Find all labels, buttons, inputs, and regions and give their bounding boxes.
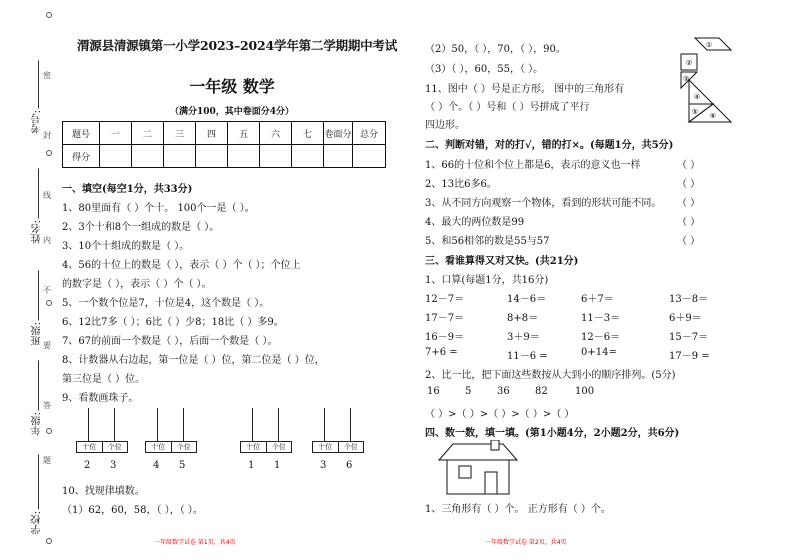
house-door bbox=[485, 472, 497, 494]
score-cell: 题号 bbox=[63, 122, 100, 145]
binding-hole bbox=[46, 12, 52, 18]
shape-number: ⑤ bbox=[691, 108, 699, 116]
abacus-ones-label: 个位 bbox=[338, 442, 364, 452]
abacus-tens-label: 十位 bbox=[151, 443, 166, 451]
score-cell: 六 bbox=[260, 122, 292, 145]
calc-item: 6＋7＝ bbox=[581, 294, 614, 305]
abacus-ones-label: 个位 bbox=[102, 442, 128, 452]
exam-subtitle: 一年级 数学 bbox=[189, 77, 275, 96]
score-entry[interactable] bbox=[164, 145, 196, 168]
seal-char: 线 bbox=[43, 191, 51, 200]
seal-char: 密 bbox=[43, 71, 51, 80]
abacus bbox=[145, 408, 197, 471]
abacus-base bbox=[312, 441, 364, 453]
calc-item: 15－7＝ bbox=[669, 332, 709, 343]
calc-item: 16－9＝ bbox=[425, 332, 465, 343]
triangle-shape bbox=[689, 80, 713, 104]
abacus-base bbox=[76, 441, 128, 453]
calc-item: 3＋9＝ bbox=[507, 332, 540, 343]
question-9: 9、看数画珠子。 bbox=[62, 393, 139, 404]
question-8b: 第三位是（ ）位。 bbox=[62, 374, 146, 385]
sort-answer-blanks[interactable]: （ ）>（ ）>（ ）>（ ）>（ ） bbox=[425, 409, 575, 420]
score-cell: 七 bbox=[292, 122, 324, 145]
question-8a: 8、计数器从右边起，第一位是（ ）位，第二位是（ ）位， bbox=[62, 355, 325, 366]
abacus-rod bbox=[114, 408, 115, 442]
calc-item: 0+14= bbox=[581, 347, 617, 358]
calc-item: 11－3＝ bbox=[581, 313, 621, 324]
seal-char: 题 bbox=[43, 456, 51, 465]
shape-number: ① bbox=[705, 41, 713, 49]
score-table-header-row bbox=[63, 122, 386, 145]
judge-5: 5、和56相邻的数是55与57 bbox=[425, 236, 550, 247]
judge-1: 1、66的十位和个位上都是6，表示的意义也一样 bbox=[425, 160, 641, 171]
shape-number: ⑥ bbox=[709, 112, 717, 120]
house-window bbox=[459, 466, 471, 478]
abacus-number: 5 bbox=[179, 460, 186, 471]
section-3-heading: 三、看谁算得又对又快。(共21分) bbox=[425, 256, 579, 267]
calc-item: 7+6 = bbox=[425, 347, 458, 358]
calc-item: 12－6＝ bbox=[581, 332, 621, 343]
score-entry[interactable] bbox=[324, 145, 353, 168]
score-cell: 二 bbox=[132, 122, 164, 145]
binding-hole bbox=[46, 428, 52, 434]
score-entry[interactable] bbox=[353, 145, 386, 168]
abacus-tens-label: 十位 bbox=[318, 443, 333, 451]
question-7: 7、67的前面一个数是（ ），后面一个数是（ ）。 bbox=[62, 336, 278, 347]
abacus-ones-label: 个位 bbox=[171, 442, 197, 452]
tangram-figure bbox=[673, 36, 749, 124]
score-cell: 一 bbox=[100, 122, 132, 145]
name-label: 姓名: bbox=[30, 168, 45, 243]
abacus-rod bbox=[278, 408, 279, 442]
house-roof bbox=[439, 444, 517, 460]
parallelogram-shape bbox=[695, 38, 731, 50]
exam-no-label: 考号: bbox=[30, 60, 45, 133]
question-4b: 的数字是（ ），表示（ ）个（ ）。 bbox=[62, 279, 212, 290]
house-chimney bbox=[491, 440, 499, 450]
calc-item: 8+8＝ bbox=[507, 313, 539, 324]
abacus-number: 3 bbox=[320, 460, 327, 471]
binding-hole bbox=[46, 150, 52, 156]
school-label: 学校: bbox=[30, 454, 45, 534]
question-2: 2、3个十和8个一组成的数是（ ）。 bbox=[62, 222, 220, 233]
abacus-rod bbox=[324, 408, 325, 442]
score-entry[interactable] bbox=[196, 145, 228, 168]
judge-answer-paren[interactable]: （ ） bbox=[677, 179, 701, 190]
abacus-number: 1 bbox=[274, 460, 281, 471]
abacus bbox=[76, 408, 128, 471]
score-entry[interactable] bbox=[100, 145, 132, 168]
abacus-rod bbox=[350, 408, 351, 442]
abacus-base bbox=[145, 441, 197, 453]
seal-char: 内 bbox=[43, 236, 51, 245]
score-entry[interactable] bbox=[260, 145, 292, 168]
right-column bbox=[425, 0, 785, 560]
score-entry[interactable] bbox=[292, 145, 324, 168]
abacus-number: 4 bbox=[153, 460, 160, 471]
judge-4: 4、最大的两位数是99 bbox=[425, 217, 525, 228]
seal-char: 不 bbox=[43, 286, 51, 295]
question-10-2: （2）50，（ ），70，（ ），90。 bbox=[425, 44, 566, 55]
calc-item: 14－6＝ bbox=[507, 294, 547, 305]
calc-item: 13－8＝ bbox=[669, 294, 709, 305]
section-3-part-2: 2、比一比，把下面这些数按从大到小的顺序排列。(5分) bbox=[425, 370, 676, 381]
abacus-rod bbox=[252, 408, 253, 442]
section-3-part-1: 1、口算(每题1分，共16分) bbox=[425, 275, 549, 286]
judge-answer-paren[interactable]: （ ） bbox=[677, 198, 701, 209]
question-5: 5、一个数个位是7，十位是4，这个数是（ ）。 bbox=[62, 298, 270, 309]
abacus-rod bbox=[183, 408, 184, 442]
score-note: （满分100，其中卷面分4分） bbox=[169, 107, 295, 117]
seal-char: 要 bbox=[43, 341, 51, 350]
seal-line bbox=[44, 0, 52, 560]
exam-title: 渭源县清源镇第一小学2023–2024学年第二学期期中考试 bbox=[76, 38, 398, 53]
abacus-ones-label: 个位 bbox=[266, 442, 292, 452]
class-label: 班级: bbox=[30, 270, 45, 345]
judge-3: 3、从不同方向观察一个物体，看到的形状可能不同。 bbox=[425, 198, 662, 209]
score-cell: 五 bbox=[228, 122, 260, 145]
calc-item: 17－7＝ bbox=[425, 313, 465, 324]
house-wall bbox=[447, 460, 509, 494]
judge-2: 2、13比6多6。 bbox=[425, 179, 497, 190]
calc-item: 6＋9＝ bbox=[669, 313, 702, 324]
abacus-number: 3 bbox=[110, 460, 117, 471]
section-1-heading: 一、填空(每空1分，共33分) bbox=[62, 184, 193, 195]
score-entry[interactable] bbox=[228, 145, 260, 168]
footer-left: 一年级数学试卷 第1页，共4页 bbox=[154, 539, 236, 546]
sort-number: 100 bbox=[575, 386, 595, 397]
abacus-base bbox=[240, 441, 292, 453]
seal-char: 封 bbox=[43, 131, 51, 140]
section-2-heading: 二、判断对错，对的打√，错的打×。(每题1分，共5分) bbox=[425, 140, 674, 151]
question-10-1: （1）62，60，58，（ ），（ ）。 bbox=[62, 505, 203, 516]
score-cell: 总分 bbox=[353, 122, 386, 145]
question-11b: （ ）个。（ ）号和（ ）号拼成了平行 bbox=[425, 102, 590, 113]
score-cell: 卷面分 bbox=[324, 122, 353, 145]
abacus-number: 2 bbox=[84, 460, 91, 471]
calc-item: 17－9 = bbox=[669, 351, 710, 362]
abacus-tens-label: 十位 bbox=[82, 443, 97, 451]
binding-hole bbox=[46, 300, 52, 306]
left-column bbox=[62, 0, 402, 560]
sort-number: 82 bbox=[535, 386, 548, 397]
score-table-score-row bbox=[63, 145, 386, 168]
shape-number: ③ bbox=[682, 75, 690, 83]
question-6: 6、12比7多（ ）；6比（ ）少8；18比（ ）多9。 bbox=[62, 317, 284, 328]
abacus bbox=[240, 408, 292, 471]
question-3: 3、10个十组成的数是（ ）。 bbox=[62, 241, 190, 252]
score-cell: 四 bbox=[196, 122, 228, 145]
judge-answer-paren[interactable]: （ ） bbox=[677, 217, 701, 228]
abacus-number: 6 bbox=[346, 460, 353, 471]
question-11a: 11、图中（ ）号是正方形。 图中的三角形有 bbox=[425, 84, 625, 95]
score-row-label: 得分 bbox=[63, 145, 100, 168]
question-11c: 四边形。 bbox=[425, 120, 465, 131]
abacus-rod bbox=[88, 408, 89, 442]
score-cell: 三 bbox=[164, 122, 196, 145]
score-table bbox=[62, 121, 386, 168]
abacus-number: 1 bbox=[248, 460, 255, 471]
sort-number: 5 bbox=[465, 386, 472, 397]
shape-number: ② bbox=[685, 59, 693, 67]
calc-item: 12－7＝ bbox=[425, 294, 465, 305]
question-10-3: （3）（ ），60，55，（ ）。 bbox=[425, 64, 544, 75]
judge-answer-paren[interactable]: （ ） bbox=[677, 160, 701, 171]
abacus-tens-label: 十位 bbox=[246, 443, 261, 451]
grade-label: 年级: bbox=[30, 360, 45, 435]
section-4-heading: 四、数一数，填一填。(第1小题4分，2小题2分，共6分) bbox=[425, 428, 680, 439]
abacus bbox=[312, 408, 364, 471]
binding-hole bbox=[46, 538, 52, 544]
question-1: 1、80里面有（ ）个十。 100个一是（ ）。 bbox=[62, 203, 255, 214]
footer-right: 一年级数学试卷 第2页，共4页 bbox=[485, 539, 567, 546]
calc-item: 11－6 = bbox=[507, 351, 548, 362]
judge-answer-paren[interactable]: （ ） bbox=[677, 236, 701, 247]
house-figure bbox=[437, 440, 537, 498]
sort-number: 36 bbox=[497, 386, 510, 397]
question-4a: 4、56的十位上的数是（ ），表示（ ）个（ ）；个位上 bbox=[62, 260, 301, 271]
count-question-1: 1、三角形有（ ）个。 正方形有（ ）个。 bbox=[425, 504, 611, 515]
abacus-rod bbox=[157, 408, 158, 442]
shape-number: ④ bbox=[693, 93, 701, 101]
seal-char: 答 bbox=[43, 401, 51, 410]
score-entry[interactable] bbox=[132, 145, 164, 168]
sort-number: 16 bbox=[427, 386, 440, 397]
question-10: 10、找规律填数。 bbox=[62, 486, 145, 497]
